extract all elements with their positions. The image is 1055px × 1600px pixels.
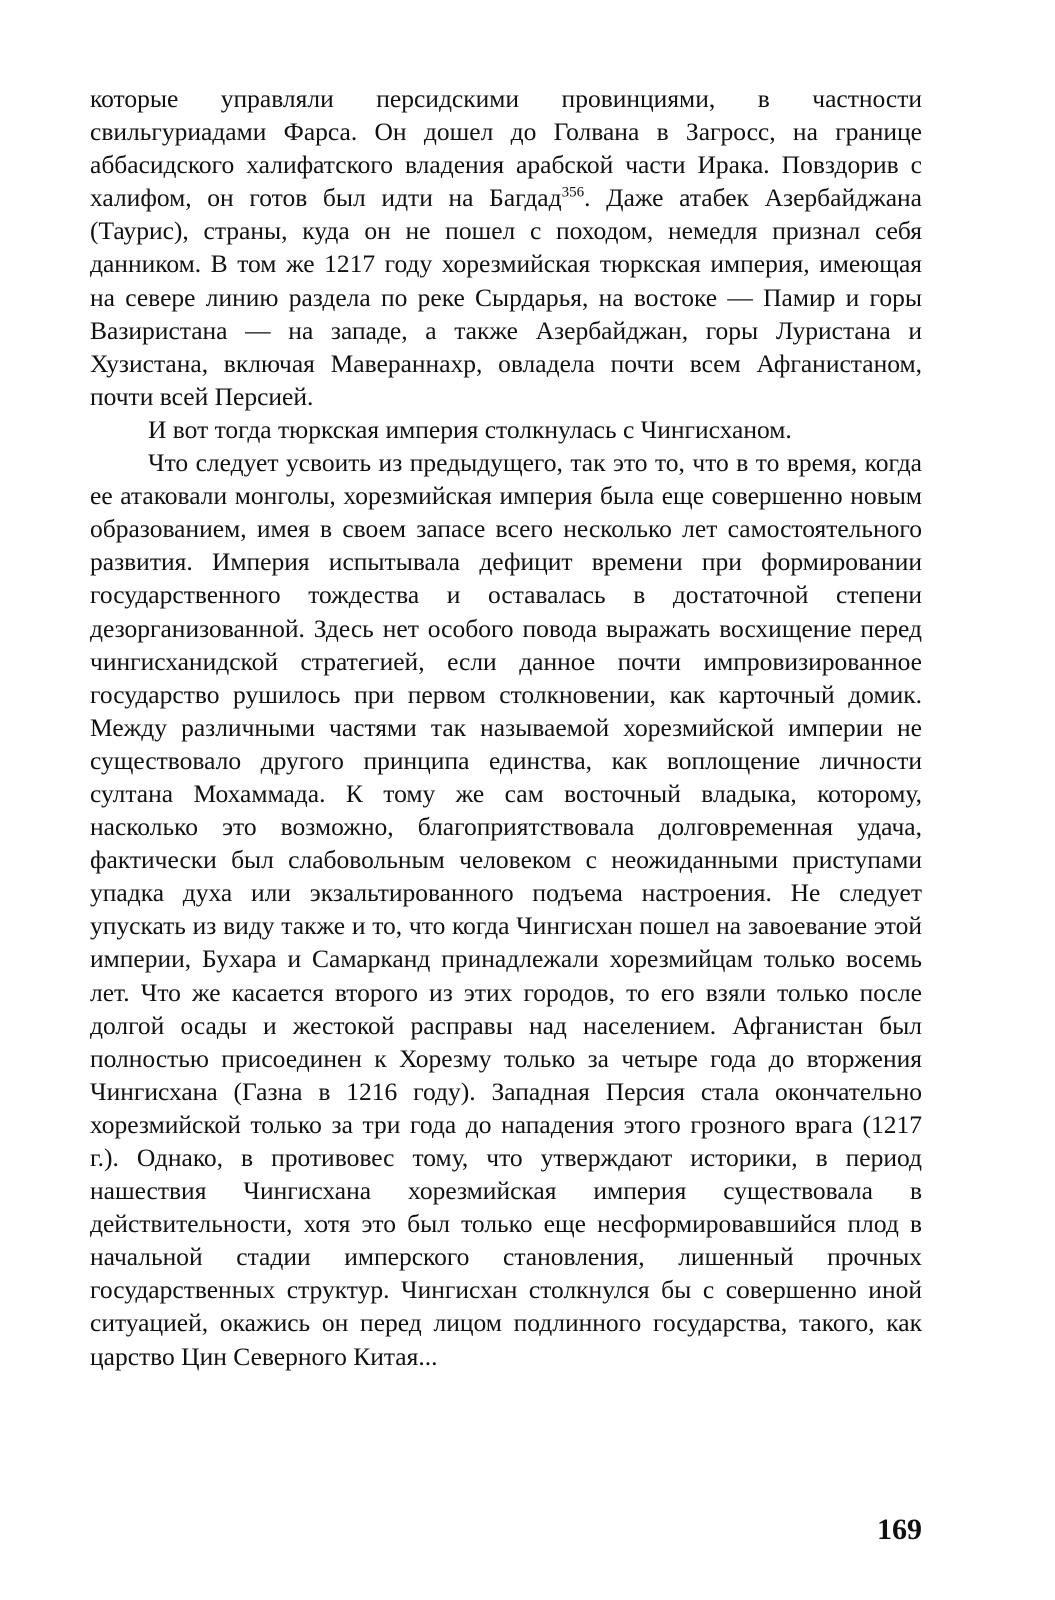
paragraph-1: [90, 82, 922, 413]
paragraph-1-text-b: . Даже атабек Азербайджана (Таурис), страны, куда он не пошел с походом, немедля признал себя данником. В том же 1217 году хорезмийская тюркская империя, имеющая на севере линию раздела по реке Сырдарья, на востоке — Памир и горы Вазиристана — на западе, а также Азербайджан, горы Луристана и Хузистана, включая Мавераннахр, овладела почти всем Афганистаном, почти всей Персией.: [90, 183, 923, 411]
page-number: 169: [877, 1513, 922, 1546]
body-text: [90, 82, 922, 1373]
paragraph-1-text-a: которые управляли персидскими провинциями, в частности свильгуриадами Фарса. Он дошел до Голвана в Загросс, на границе аббасидского халифатского владения арабской части Ирака. Повздорив с халифом, он готов был идти на Багдад: [90, 84, 922, 213]
paragraph-2: И вот тогда тюркская империя столкнулась с Чингисханом.: [148, 414, 792, 444]
footnote-ref[interactable]: 356: [561, 184, 585, 201]
paragraph-3: Что следует усвоить из предыдущего, так это то, что в то время, когда ее атаковали монголы, хорезмийская империя была еще совершенно новым образованием, имея в своем запасе всего несколько лет самостоятельного развития. Империя испытывала дефицит времени при формировании государственного тождества и оставалась в достаточной степени дезорганизованной. Здесь нет особого повода выражать восхищение перед чингисханидской стратегией, если данное почти импровизированное государство рушилось при первом столкновении, как карточный домик. Между различными частями так называемой хорезмийской империи не существовало другого принципа единства, как воплощение личности султана Мохаммада. К тому же сам восточный владыка, которому, насколько это возможно, благоприятствовала долговременная удача, фактически был слабовольным человеком с неожиданными приступами упадка духа или экзальтированного подъема настроения. Не следует упускать из виду также и то, что когда Чингисхан пошел на завоевание этой империи, Бухара и Самарканд принадлежали хорезмийцам только восемь лет. Что же касается второго из этих городов, то его взяли только после долгой осады и жестокой расправы над населением. Афганистан был полностью присоединен к Хорезму только за четыре года до вторжения Чингисхана (Газна в 1216 году). Западная Персия стала окончательно хорезмийской только за три года до нападения этого грозного врага (1217 г.). Однако, в противовес тому, что утверждают историки, в период нашествия Чингисхана хорезмийская империя существовала в действительности, хотя это был только еще несформировавшийся плод в начальной стадии имперского становления, лишенный прочных государственных структур. Чингисхан столкнулся бы с совершенно иной ситуацией, окажись он перед лицом подлинного государства, такого, как царство Цин Северного Китая...: [90, 448, 922, 1371]
